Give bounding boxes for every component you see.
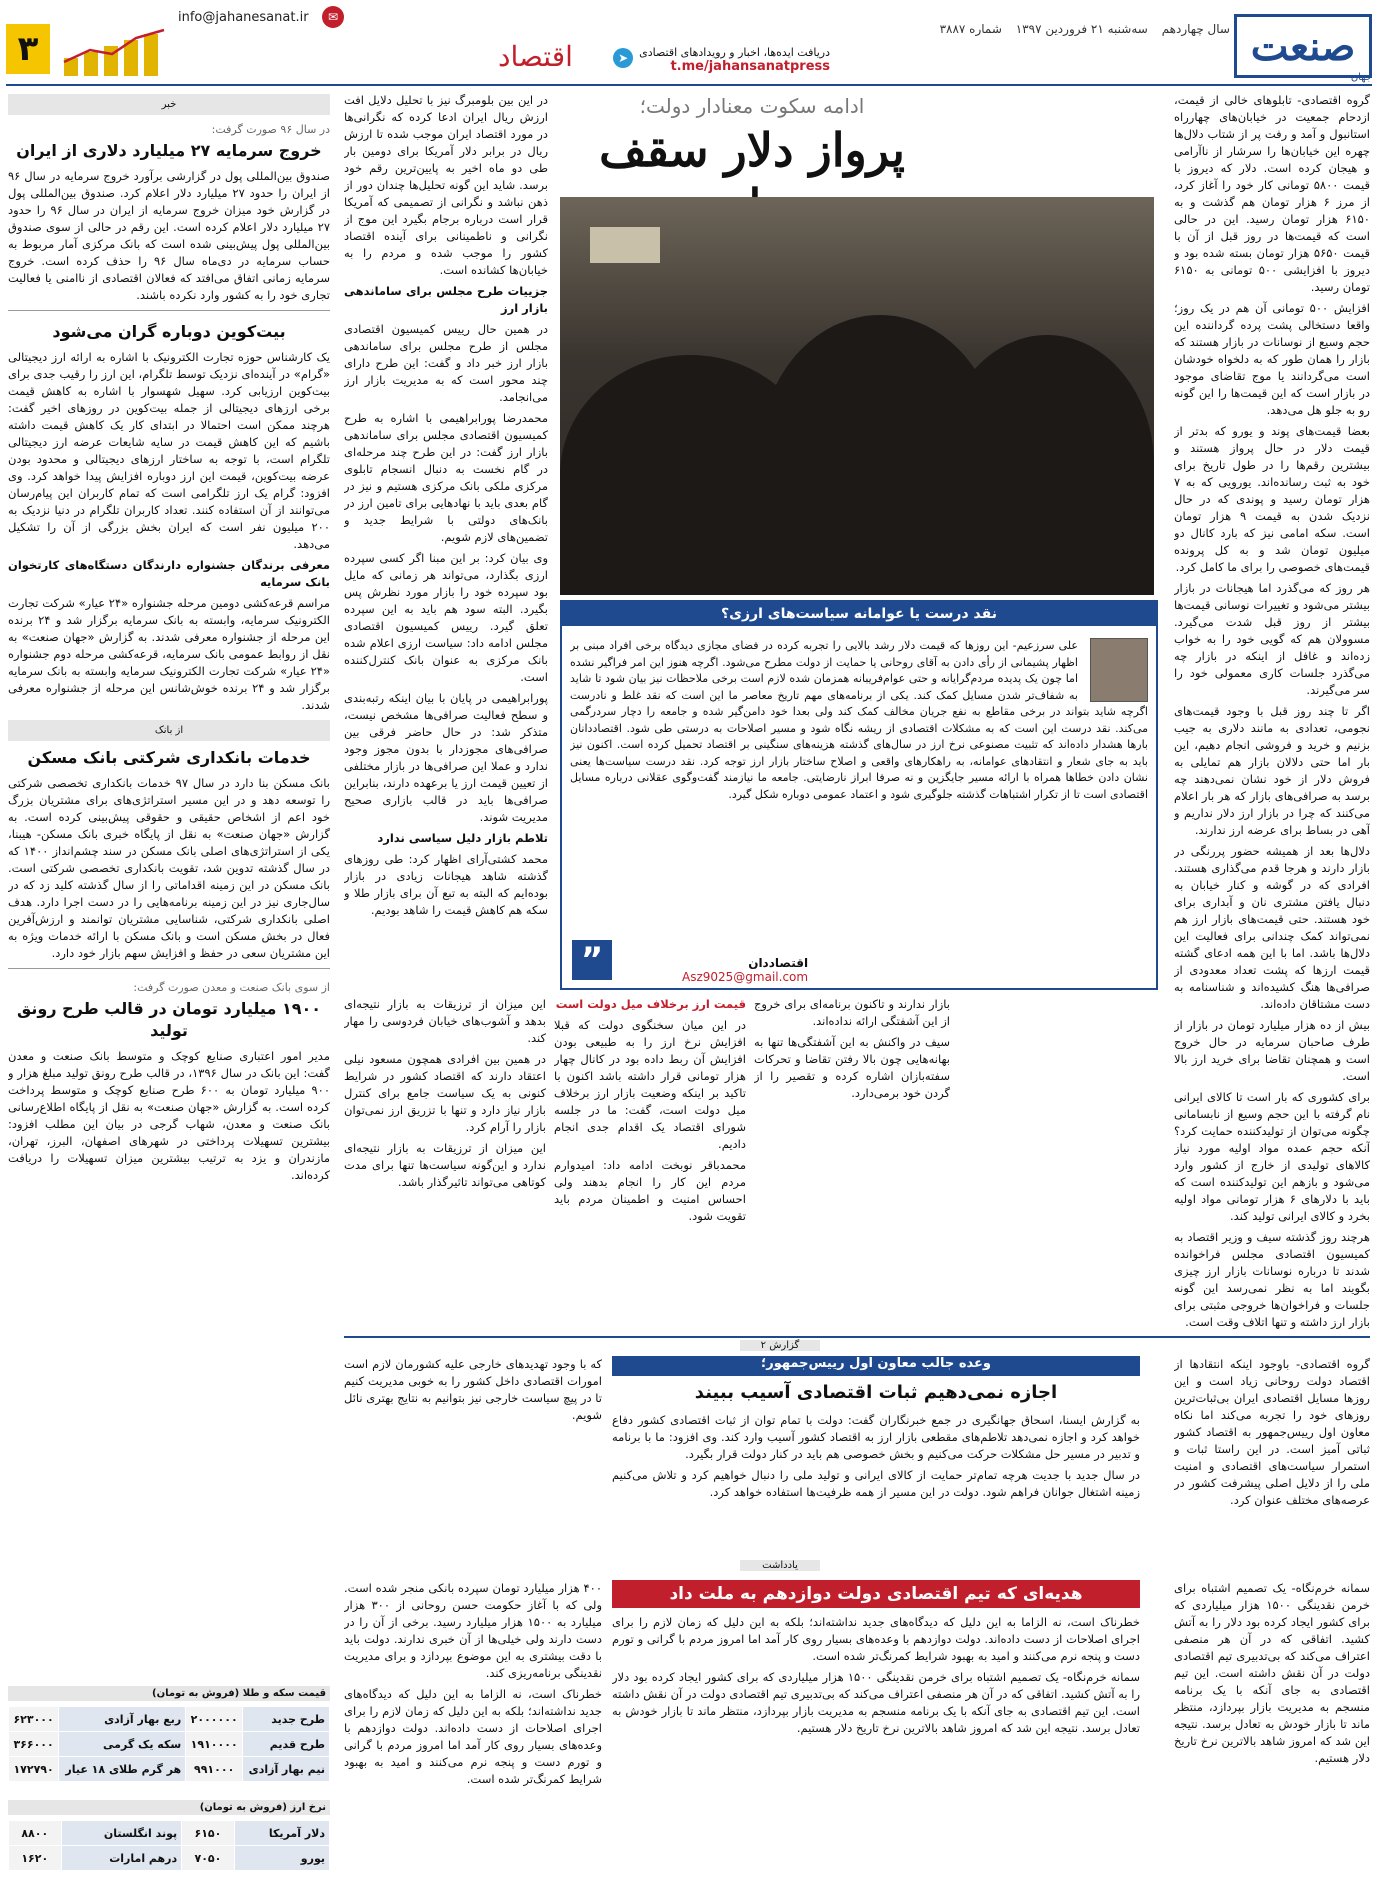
newspaper-logo[interactable]: صنعت (1234, 14, 1372, 78)
story-paragraph: خطرناک است، نه الزاما به این دلیل که دیدگاه‌های جدید نداشته‌اند؛ بلکه به این دلیل که زمان لازم را برای اجرای اصلاحات از دست داده‌اند. دولت دوازدهم با وعده‌های بسیار روی کار آمد اما امروز مردم با گرانی و تورم دست و پنجه نرم می‌کنند و امید به بهبود شرایط کمرنگ‌تر شده است. (612, 1615, 1140, 1663)
subheading: جزییات طرح مجلس برای ساماندهی بازار ارز (344, 284, 548, 315)
lead-paragraph: اگر تا چند روز قبل با وجود قیمت‌های نجومی، تعدادی به مانند دلاری به جیب بزنیم و خرید و فروشی انجام دهیم، این بار اما حتی دلالان بازار هم تمایلی به فروش دلار از خود نشان نمی‌دهند چه برسد به صرافی‌های بازار که هر بار اعلام می‌کنند که چرا در بازار ارز دلار نداریم و آهی در بساط برای عرضه ارز ندارند. (1174, 704, 1370, 837)
issue-line (930, 22, 1230, 36)
opinion-title[interactable]: نقد درست یا عوامانه سیاست‌های ارزی؟ (562, 602, 1156, 626)
table-row (9, 1707, 330, 1732)
story-kicker: از سوی بانک صنعت و معدن صورت گرفت: (133, 981, 330, 994)
bottom-rule (344, 1336, 1370, 1338)
price-label: طرح قدیم (243, 1732, 330, 1757)
story-paragraph: که با وجود تهدیدهای خارجی علیه کشورمان لازم است امورات اقتصادی داخل کشور را به خوبی مدیریت کنیم تا در پیچ سیاست خارجی نیز بتوانیم به نتایج بهتری نائل شویم. (344, 1357, 602, 1422)
telegram-text: دریافت ایده‌ها، اخبار و رویدادهای اقتصادی (639, 46, 830, 59)
price-label: دلار آمریکا (234, 1821, 329, 1846)
note-title[interactable]: هدیه‌ای که تیم اقتصادی دولت دوازدهم به ملت داد (612, 1580, 1140, 1608)
story-paragraph: بازار ندارند و تاکنون برنامه‌ای برای خروج از این آشفتگی ارائه نداده‌اند. (754, 997, 950, 1028)
lead-paragraph: هرچند روز گذشته سیف و وزیر اقتصاد به کمیسیون اقتصادی مجلس فراخوانده شدند تا درباره نوسانات بازار ارز چیزی بگویند اما به نظر نمی‌رسد این گونه جلسات و فراخوان‌ها خروجی مثبتی برای بازار ارز داشته و تنها اتلاف وقت است. (1174, 1230, 1370, 1329)
photo-spacer (1078, 638, 1148, 702)
note-column-1 (1174, 1580, 1370, 1896)
table-row (9, 1821, 330, 1846)
crowd-photo (560, 197, 1154, 595)
story-column-2 (344, 92, 548, 992)
lead-paragraph: بیش از ده هزار میلیارد تومان در بازار از طرف صاحبان سرمایه در حال خروج است و همچنان تقاضا برای خرید ارز بالا است. (1174, 1018, 1370, 1083)
price-value: ۶۲۳۰۰۰ (9, 1707, 59, 1732)
story-column-c (344, 996, 546, 1326)
story-kicker: در سال ۹۶ صورت گرفت: (211, 123, 330, 136)
issue-number: شماره ۳۸۸۷ (939, 22, 1002, 36)
story-paragraph: وی بیان کرد: بر این مبنا اگر کسی سپرده ارزی بگذارد، می‌تواند هر زمانی که مایل بود سپرده خود را بازار مورد نظرش پس بگیرد. البته سود هم باید به این سپرده تعلق گیرد. رییس کمیسیون اقتصادی مجلس ادامه داد: سیاست ارزی اعلام شده بانک مرکزی به عنوان بانک کنترل‌کننده است. (344, 551, 548, 684)
price-label: یورو (234, 1846, 329, 1871)
section-tag: از بانک (8, 720, 330, 741)
story-paragraph: این میزان از ترزیقات به بازار نتیجه‌ای ندارد و این‌گونه سیاست‌ها تنها برای مدت کوتاهی می‌تواند تاثیرگذار باشد. (344, 1141, 546, 1189)
report-intro (1174, 1356, 1370, 1546)
price-value: ۱۶۲۰ (9, 1846, 62, 1871)
logo-subtitle: جهان (1350, 72, 1372, 83)
story-paragraph: سمانه خرم‌نگاه- یک تصمیم اشتباه برای خرمن نقدینگی ۱۵۰۰ هزار میلیاردی که برای کشور ایجاد کرده بود دلار را به آتش کشید. اتفاقی که در آن هر منصفی اعتراف می‌کند که بی‌تدبیری تیم اقتصادی دولت در آن نقش داشته است. این تیم اقتصادی به جای آنکه با یک برنامه منسجم به مدیریت بازار بپردازد، منتظر ماند تا بازار خودش به تعادل برسد. نتیجه این شد که امروز شاهد بالاترین نرخ تاریخ دلار هستیم. (612, 1670, 1140, 1735)
masthead-rule (6, 84, 1372, 86)
gold-price-table (8, 1706, 330, 1782)
price-value: ۱۹۱۰۰۰۰ (186, 1732, 243, 1757)
story-column-a (754, 996, 950, 1326)
main-headline[interactable]: پرواز دلار سقف (599, 123, 905, 177)
story-title[interactable]: خدمات بانکداری شرکتی بانک مسکن (27, 748, 311, 767)
price-value: ۳۶۶۰۰۰ (9, 1732, 59, 1757)
story-paragraph: در این میان سخنگوی دولت که قبلا افزایش نرخ ارز را به طبیعی بودن افزایش آن ربط داده بود در کانال چهار هزار تومانی قرار داشته باشد اکنون با تاکید بر اینکه وضعیت بازار ارز برخلاف میل دولت است، گفت: ما در جلسه شورای اقتصاد یک اقدام جدی انجام دادیم. (554, 1018, 746, 1151)
story-paragraph: سیف در واکنش به این آشفتگی‌ها تنها به بهانه‌هایی چون بالا رفتن تقاضا و تحرکات سفته‌بازان اشاره کرده و تقصیر را از گردن خود برمی‌دارد. (754, 1035, 950, 1100)
price-value: ۶۱۵۰ (182, 1821, 235, 1846)
masthead (0, 0, 1378, 86)
shop-sign (590, 227, 660, 263)
section-title: اقتصاد (498, 40, 573, 73)
telegram-promo[interactable] (618, 46, 830, 74)
story-text: یک کارشناس حوزه تجارت الکترونیک با اشاره به ارائه ارز دیجیتالی «گرام» در آینده‌ای نزدیک توسط تلگرام، این ارز را رقیب جدی برای بیت‌کوین ارزیابی کرد. سهیل شهسوار با اشاره به کاهش قیمت برخی ارزهای دیجیتالی از جمله بیت‌کوین در روزهای اخیر گفت: هرچند ممکن است احتمالا در ابتدای کار یک کاهش قیمت داشته باشیم که این کاهش قیمت در سایه شایعات عرضه ارز دیجیتالی تلگرام است، با توجه به ساختار ارزهای دیجیتالی و محدود بودن عرضه بیت‌کوین، قیمت این ارز دوباره افزایش پیدا خواهد کرد. وی افزود: گرام یک ارز تلگرامی است که تمام کاربران این پیام‌رسان می‌توانند از آن استفاده کنند. تعداد کاربران تلگرام در دنیا نزدیک به ۲۰۰ میلیون نفر است که ایران بخش بزرگی از آن را تشکیل می‌دهد. (8, 350, 330, 551)
story-paragraph: محمدباقر نوبخت ادامه داد: امیدوارم مردم این کار را انجام بدهند ولی احساس امنیت و اطمینان مردم باید تقویت شود. (554, 1158, 746, 1223)
divider (8, 968, 330, 977)
story-column-b (554, 996, 746, 1326)
mail-icon: ✉ (322, 6, 344, 28)
price-label: نیم بهار آزادی (243, 1757, 330, 1782)
gold-table-title: قیمت سکه و طلا (فروش به تومان) (8, 1686, 330, 1701)
telegram-icon: ➤ (613, 48, 633, 68)
opinion-box (560, 600, 1158, 990)
price-label: طرح جدید (243, 1707, 330, 1732)
table-row (9, 1846, 330, 1871)
story-title[interactable]: بیت‌کوین دوباره گران می‌شود (52, 322, 286, 341)
price-value: ۷۰۵۰ (182, 1846, 235, 1871)
story-paragraph: محمدرضا پورابراهیمی با اشاره به طرح کمیسیون اقتصادی مجلس برای ساماندهی بازار ارز گفت: در این طرح چند مرحله‌ای در گام نخست به دنبال انسجام تابلوی مرکزی ملکی بانک مرکزی هستیم و نیز در گام بعدی باید با نهادهایی برای تامین ارز در بانک‌های دولتی با شرایط جدید و تضمین‌های لازم شویم. (344, 411, 548, 544)
story-text: مدیر امور اعتباری صنایع کوچک و متوسط بانک صنعت و معدن گفت: این بانک در سال ۱۳۹۶، در قالب طرح رونق تولید مبلغ هزار و ۹۰۰ میلیارد تومان به ۶۰۰ طرح صنایع کوچک و متوسط پرداخت کرده است. به گزارش «جهان صنعت» به نقل از پایگاه اطلاع‌رسانی بانک صنعت و معدن، شهاب گرجی در بیان این مطلب افزود: بیشترین تسهیلات پرداختی در شهرهای اصفهان، البرز، تهران، مازندران و یزد به ترتیب بیشترین میزان تسهیلات را دریافت کرده‌اند. (8, 1049, 330, 1182)
lead-paragraph: دلال‌ها بعد از همیشه حضور پررنگی در بازار دارند و هرجا قدم می‌گذاری هستند. افرادی که در گوشه و کنار خیابان به دنبال یافتن مشتری نان و آبداری برای خود هستند. حتی قیمت‌های بازار ارز هم نمی‌تواند کمک چندانی برای فعالیت این دلال‌ها باشد. اما با این همه ادعای گشته قیمت ارزها که پشت تعداد معدودی از صرافی‌ها هنگ کشیده‌اند و شناسنامه به دست مشتاقان داده‌اند. (1174, 844, 1370, 1011)
story-paragraph: در سال جدید با جدیت هرچه تمام‌تر حمایت از کالای ایرانی و تولید ملی را دنبال خواهیم کرد و تلاش می‌کنیم زمینه اشتغال جوانان فراهم شود. دولت در این مسیر از همه ظرفیت‌ها استفاده خواهد کرد. (612, 1468, 1140, 1499)
story-paragraph: محمد کشتی‌آرای اظهار کرد: طی روزهای گذشته شاهد هیجانات زیادی در بازار بوده‌ایم که البته به تبع آن برای بازار طلا و سکه هم کاهش قیمت را شاهد بودیم. (344, 852, 548, 917)
story-paragraph: این میزان از ترزیقات به بازار نتیجه‌ای بدهد و آشوب‌های خیابان فردوسی را مهار کند. (344, 997, 546, 1045)
quote-icon: ” (572, 940, 612, 980)
lead-paragraph: گروه اقتصادی- تابلوهای خالی از قیمت، ازدحام جمعیت در خیابان‌های چهارراه استانبول و آمد و رفت پر از شتاب دلال‌ها چهره این خیابان‌ها را سرشار از ناآرامی و هیجان کرده است. دلار که دیروز با قیمت ۵۸۰۰ تومانی کار خود را آغاز کرد، از مرز ۶ هزار تومان هم گذشت و به ۶۱۵۰ هزار تومان رسید. این در حالی است که قیمت‌ها در روز قبل از آن با قیمت ۵۶۵۰ هزار تومان بسته شده بود و دیروز با افزایشی ۵۰۰ تومانی به ۶۱۵۰ تومان رسید. (1174, 93, 1370, 294)
story-paragraph: گروه اقتصادی- باوجود اینکه انتقادها از اقتصاد دولت روحانی زیاد است و این روزها مسایل اقتصادی ایران بی‌ثبات‌ترین روزهای خود را تجربه می‌کند اما نکاه معاون اول رییس‌جمهور به اقتصاد کشور ثباتی آمیز است. در این راستا ثبات و استمرار سیاست‌های اقتصادی و امنیت ملی را از دلایل اصلی پیشرفت کشور در عرصه‌های مختلف عنوان کرد. (1174, 1357, 1370, 1507)
opinion-body (570, 638, 1148, 948)
story-paragraph: در این بین بلومبرگ نیز با تحلیل دلایل افت ارزش ریال ایران ادعا کرده که نگرانی‌ها در مورد اقتصاد ایران موجب شده تا ارزش ریال در برابر دلار آمریکا برای دومین بار طی دو ماه اخیر به پایین‌ترین رقم خود برسد. شاید این گونه تحلیل‌ها چندان دور از ذهن نباشد و نگرانی از تصمیمی که آمریکا قرار است درباره برجام بگیرد این موج از نگرانی و ناطمینانی برای آینده اقتصاد کشور را موجب شده و مردم را به خیابان‌ها کشانده است. (344, 93, 548, 277)
price-label: پوند انگلستان (61, 1821, 182, 1846)
opinion-email[interactable]: Asz9025@gmail.com (682, 970, 809, 984)
contact-email[interactable]: info@jahanesanat.ir (178, 10, 309, 25)
coins-chart-icon (60, 28, 168, 76)
price-value: ۱۷۲۷۹۰ (9, 1757, 59, 1782)
story-paragraph: ۴۰۰ هزار میلیارد تومان سپرده بانکی منجر شده است. ولی که با آغاز حکومت حسن روحانی از ۳۰۰ هزار میلیارد به ۱۵۰۰ هزار میلیارد رسید. برخی از آن را در دست دارند ولی خیلی‌ها از آن خبری ندارند. دولت باید با دقت بیشتری به این موضوع بپردازد و برای مدیریت نقدینگی برنامه‌ریزی کند. (344, 1581, 602, 1680)
story-paragraph: پورابراهیمی در پایان با بیان اینکه رتبه‌بندی و سطح فعالیت صرافی‌ها مشخص نیست، متذکر شد: در حال حاضر فرقی بین صرافی‌های مجوزدار با بدون مجوز وجود ندارد و عملا این صرافی‌ها در بازار مختلفی از تعیین قیمت ارز یا برعهده دارند، بنابراین صرافی‌ها باید در قالب بازاری صحیح مدیریت شوند. (344, 691, 548, 824)
story-title[interactable]: ۱۹۰۰ میلیارد تومان در قالب طرح رونق تولید (16, 999, 321, 1040)
story-paragraph: در همین بین افرادی همچون مسعود نیلی اعتقاد دارند که اقتصاد کشور در شرایط کنونی به یک سیاست جامع برای کنترل بازار نیاز دارد و تنها با تزریق ارز نمی‌توان بازار را آرام کرد. (344, 1052, 546, 1134)
table-row (9, 1732, 330, 1757)
table-row (9, 1757, 330, 1782)
fx-rate-table (8, 1820, 330, 1871)
story-subheading: معرفی برندگان جشنواره دارندگان دستگاه‌های کارتخوان بانک سرمایه (8, 558, 330, 589)
report-title[interactable]: اجازه نمی‌دهیم ثبات اقتصادی آسیب ببیند (694, 1382, 1058, 1403)
opinion-signature (682, 956, 808, 984)
opinion-author-role: اقتصاددان (748, 956, 809, 970)
price-label: ربع بهار آزادی (59, 1707, 186, 1732)
price-value: ۲۰۰۰۰۰۰ (186, 1707, 243, 1732)
divider (8, 310, 330, 319)
report-kicker: وعده جالب معاون اول رییس‌جمهور؛ (612, 1356, 1140, 1376)
lead-paragraph: بعضا قیمت‌های پوند و یورو که بدتر از قیمت دلار در حال پرواز هستند و بیشترین رقم‌ها را در طول تاریخ برای خود به ثبت رسانده‌اند. یورویی که به ۷ هزار تومان رسید و پوندی که در حال نزدیک شدن به قیمت ۹ هزار تومان است. سکه امامی نیز که بارد کانال دو میلیون تومان شد و به کل پرونده قیمت‌های خصوصی را برای ما کامل کرد. (1174, 424, 1370, 574)
price-label: درهم امارات (61, 1846, 182, 1871)
section-tag: خبر (8, 94, 330, 115)
headline-supra: ادامه سکوت معنادار دولت؛ (639, 94, 865, 118)
opinion-text: علی سرزعیم- این روزها که قیمت دلار رشد بالایی را تجربه کرده در فضای مجازی دیدگاه برخی افراد مبنی بر اظهار پشیمانی از رأی دادن به آقای روحانی یا حمایت از دولت مطرح می‌شود. اگرچه هنوز این امر فراگیر نشده اما چون یک پدیده مردم‌گرایانه و حتی عوام‌فریبانه همزمان شده لازم است برخی ملاحظات نیز بیان شود تا شاید به شفاف‌تر شدن مسایل کمک کند. یکی از برنامه‌های مهم تاریخ معاصر ما این است که نقد غلط و نادرست اگرچه شاید بتواند در برخی مقاطع به نفع جریان مخالف کمک کند ولی بعدا خود دامن‌گیر شده و جامعه را دچار سردرگمی می‌کند. نقد درست این است که به مشکلات اقتصادی از ریشه نگاه شود و مسیر اصلاحات به درستی طی شود. اقتصاددانان بارها هشدار داده‌اند که تثبیت مصنوعی نرخ ارز در سال‌های گذشته هزینه‌های سنگینی بر اقتصاد تحمیل کرده است. اکنون نیز باید به جای شعار و انتقادهای عوامانه، به راهکارهای واقعی و اصلاح ساختار بازار ارز توجه کرد. نقد درست سیاست‌ها یعنی نشان دادن خطاها همراه با ارائه مسیر جایگزین و نه صرفا ابراز نارضایتی. جامعه ما نیازمند گفت‌وگوی عقلانی درباره مسایل اقتصادی است تا از تکرار اشتباهات گذشته جلوگیری شود و اعتماد عمومی دوباره شکل گیرد. (570, 639, 1148, 801)
note-tag: یادداشت (740, 1560, 820, 1571)
subheading: قیمت ارز برخلاف میل دولت است (555, 997, 746, 1011)
story-paragraph: خطرناک است، نه الزاما به این دلیل که دیدگاه‌های جدید نداشته‌اند؛ بلکه به این دلیل که زمان لازم را برای اجرای اصلاحات از دست داده‌اند. دولت دوازدهم با وعده‌های بسیار روی کار آمد اما امروز مردم با گرانی و تورم دست و پنجه نرم می‌کنند و امید به بهبود شرایط کمرنگ‌تر شده است. (344, 1687, 602, 1786)
crowd-shape (940, 335, 1154, 595)
lead-story-column (1174, 92, 1370, 1362)
story-text: مراسم قرعه‌کشی دومین مرحله جشنواره «۲۴ عیار» شرکت تجارت الکترونیک سرمایه، وابسته به بانک سرمایه برگزار شد و ۲۴ برنده این مرحله از جشنواره معرفی شدند. به گزارش «جهان صنعت» به نقل از روابط عمومی بانک سرمایه، قرعه‌کشی مرحله دوم جشنواره «۲۴ عیار» شرکت تجارت الکترونیک سرمایه وابسته به بانک سرمایه برگزار شد و ۲۴ برنده خوش‌شانس این مرحله از جشنواره معرفی شدند. (8, 596, 330, 712)
story-paragraph: در همین حال رییس کمیسیون اقتصادی مجلس از طرح مجلس برای ساماندهی بازار ارز خبر داد و گفت: این طرح دارای چند محور است که به مدیریت بازار ارز می‌انجامد. (344, 322, 548, 404)
story-text: صندوق بین‌المللی پول در گزارشی برآورد خروج سرمایه در سال ۹۶ از ایران را حدود ۲۷ میلیارد دلار اعلام کرد. صندوق بین‌المللی پول در گزارش خود میزان خروج سرمایه از ایران در سال ۹۶ را حدود ۲۷ میلیارد دلار اعلام کرده است. این رقم در حالی از سوی صندوق بین‌المللی پول پیش‌بینی شده است که بانک مرکزی آمار مربوط به حساب سرمایه در دی‌ماه سال ۹۶ را حذف کرده است. خروج سرمایه زمانی اتفاق می‌افتد که فعالان اقتصادی از ناامنی یا فعالیت تجاری خود را به کشور وارد نکرده باشند. (8, 169, 330, 302)
report-column (344, 1356, 602, 1550)
lead-paragraph: برای کشوری که بار است تا کالای ایرانی نام گرفته با این حجم وسیع از نابسامانی چگونه می‌توان از تولیدکننده حمایت کرد؟ آنکه حجم عمده مواد اولیه مورد نیاز کالاهای تولیدی از خارج از کشور وارد می‌شود و بازهم این تولیدکننده است که باید با دلارهای ۶ هزار تومانی مواد اولیه بخرد و کالای ایرانی تولید کند. (1174, 1090, 1370, 1223)
report-tag: گزارش ۲ (740, 1340, 820, 1351)
story-text: بانک مسکن بنا دارد در سال ۹۷ خدمات بانکداری تخصصی شرکتی را توسعه دهد و در این مسیر استراتژی‌های برای مشتریان بزرگ خود اعم از اشخاص حقیقی و حقوقی پیش‌بینی کرده است. به گزارش «جهان صنعت» به نقل از پایگاه خبری بانک مسکن- هیبنا، یکی از استراتژی‌های اصلی بانک مسکن در سند چشم‌انداز ۱۴۰۰ که در سال گذشته تدوین شد، تقویت بانکداری تخصصی شرکتی است. بانک مسکن در این زمینه اقداماتی را از سال گذشته کلید زد که در سال‌جاری نیز در این زمینه برنامه‌هایی را در دست اجرا دارد. هدف اصلی بانکداری شرکتی، شناسایی مشتریان توانمند و ارزش‌آفرین فعال در بخش مسکن است و بانک مسکن با ارائه خدمات ویژه به این مشتریان سعی در حفظ و افزایش سهم بازار خود دارد. (8, 776, 330, 960)
lead-paragraph: افزایش ۵۰۰ تومانی آن هم در یک روز؛ واقعا دستخالی پشت پرده گرداننده این حجم وسیع از نوسانات در بازار هستند که بازار را همان طور که به دلخواه خودشان است می‌گردانند یا موج تقاضای موجود در بازار است که این قیمت‌ها را این گونه رو به جلو هل می‌دهد. (1174, 301, 1370, 417)
issue-date: سه‌شنبه ۲۱ فروردین ۱۳۹۷ (1015, 22, 1148, 36)
page-number: ۳ (6, 24, 50, 74)
report-body (612, 1412, 1140, 1550)
news-column (8, 88, 330, 1678)
telegram-url[interactable]: t.me/jahansanatpress (670, 59, 830, 74)
price-label: سکه یک گرمی (59, 1732, 186, 1757)
note-column-3 (344, 1580, 602, 1896)
lead-paragraph: هر روز که می‌گذرد اما هیجانات در بازار بیشتر می‌شود و تغییرات نوسانی قیمت‌ها بیشتر از روز قبل شدت می‌گیرد. مسوولان هم که گویی خود را به خواب زده‌اند و غافل از اینکه در بازار چه می‌گذرد جلسات کاری معمولی خود را سر می‌گیرند. (1174, 581, 1370, 697)
story-paragraph: به گزارش ایسنا، اسحاق جهانگیری در جمع خبرنگاران گفت: دولت با تمام توان از ثبات اقتصادی کشور دفاع خواهد کرد و اجازه نمی‌دهد تلاطم‌های مقطعی بازار ارز به اقتصاد کشور آسیب وارد کند. وی افزود: ما با برنامه و تدبیر در مسیر حل مشکلات حرکت می‌کنیم و بخش خصوصی هم باید در کنار دولت قرار بگیرد. (612, 1413, 1140, 1461)
subheading: تلاطم بازار دلیل سیاسی ندارد (377, 831, 548, 845)
issue-year: سال چهاردهم (1161, 22, 1230, 36)
note-column-2 (612, 1614, 1140, 1896)
fx-table-title: نرخ ارز (فروش به تومان) (8, 1800, 330, 1815)
story-paragraph: سمانه خرم‌نگاه- یک تصمیم اشتباه برای خرمن نقدینگی ۱۵۰۰ هزار میلیاردی که برای کشور ایجاد کرده بود دلار را به آتش کشید. اتفاقی که در آن هر منصفی اعتراف می‌کند که بی‌تدبیری تیم اقتصادی دولت در آن نقش داشته است. این تیم اقتصادی به جای آنکه با یک برنامه منسجم به مدیریت بازار بپردازد، منتظر ماند تا بازار خودش به تعادل برسد. نتیجه این شد که امروز شاهد بالاترین نرخ تاریخ دلار هستیم. (1174, 1581, 1370, 1765)
price-value: ۹۹۱۰۰۰ (186, 1757, 243, 1782)
price-value: ۸۸۰۰ (9, 1821, 62, 1846)
price-label: هر گرم طلای ۱۸ عیار (59, 1757, 186, 1782)
story-title[interactable]: خروج سرمایه ۲۷ میلیارد دلاری از ایران (16, 141, 322, 160)
